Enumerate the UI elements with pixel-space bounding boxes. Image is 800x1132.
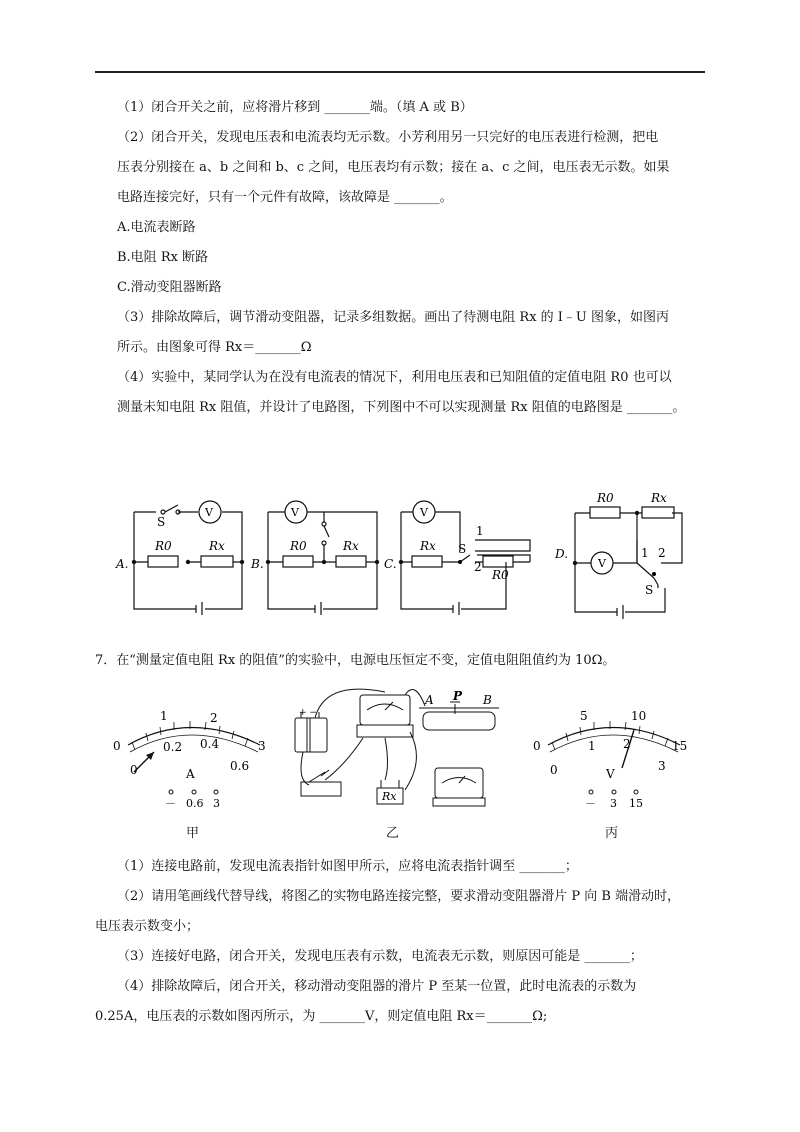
circuit-d-contact-2: 2 xyxy=(658,546,666,560)
voltmeter-bottom-0: 0 xyxy=(550,763,558,777)
voltmeter-terminal-neg: － xyxy=(585,797,596,810)
ammeter-dial xyxy=(108,700,273,810)
ammeter-top-1: 1 xyxy=(160,709,168,723)
circuit-d-letter: D. xyxy=(555,547,569,561)
figure-bing-caption: 丙 xyxy=(605,826,619,841)
q7-stem: 7．在“测量定值电阻 Rx 的阻值”的实验中，电源电压恒定不变，定值电阻阻值约为 10Ω。 xyxy=(95,653,616,668)
voltmeter-bottom-3: 3 xyxy=(658,759,666,773)
voltmeter-bottom-2: 2 xyxy=(623,737,631,751)
figure-yi-caption: 乙 xyxy=(386,826,400,841)
circuit-c xyxy=(380,495,540,615)
q7-part1: （1）连接电路前，发现电流表指针如图甲所示，应将电流表指针调至 _______； xyxy=(117,859,578,874)
circuit-a-r0-label: R0 xyxy=(155,539,172,553)
voltmeter-terminal-15: 15 xyxy=(629,797,643,810)
resistor-rx-label: Rx xyxy=(382,790,397,803)
ammeter-bottom-0.6: 0.6 xyxy=(230,759,250,773)
ammeter-bottom-0: 0 xyxy=(130,763,138,777)
ammeter-top-0: 0 xyxy=(113,739,121,753)
apparatus-figure xyxy=(285,680,515,815)
ammeter-top-2: 2 xyxy=(210,711,218,725)
q6-option-c: C.滑动变阻器断路 xyxy=(117,280,222,295)
circuit-c-voltmeter-label: V xyxy=(420,506,428,519)
circuit-c-letter: C. xyxy=(384,557,397,571)
battery-plus: + − xyxy=(299,708,317,718)
ammeter-terminal-0.6: 0.6 xyxy=(186,797,204,810)
ammeter-terminal-3: 3 xyxy=(213,797,220,810)
voltmeter-top-0: 0 xyxy=(533,739,541,753)
circuit-c-contact-1: 1 xyxy=(476,524,484,538)
q7-part4-line2: 0.25A，电压表的示数如图丙所示，为 _______V，则定值电阻 Rx＝_______Ω; xyxy=(95,1009,548,1024)
q6-part3-line2: 所示。由图象可得 Rx＝_______Ω xyxy=(117,340,312,355)
q6-part2-line3: 电路连接完好，只有一个元件有故障，该故障是 _______。 xyxy=(117,190,453,205)
circuit-a xyxy=(110,495,250,615)
q6-option-a: A.电流表断路 xyxy=(117,220,196,235)
voltmeter-bottom-1: 1 xyxy=(588,739,596,753)
q7-part2-line2: 电压表示数变小； xyxy=(95,919,200,934)
q7-part3: （3）连接好电路，闭合开关，发现电压表有示数，电流表无示数，则原因可能是 _______； xyxy=(117,949,643,964)
q7-part2-line1: （2）请用笔画线代替导线，将图乙的实物电路连接完整，要求滑动变阻器滑片 P 向 B 端滑动时， xyxy=(117,889,681,904)
circuit-b-voltmeter-label: V xyxy=(291,506,299,519)
q6-part4-line1: （4）实验中，某同学认为在没有电流表的情况下，利用电压表和已知阻值的定值电阻 R0 也可以 xyxy=(117,370,672,385)
q6-part2-line2: 压表分别接在 a、b 之间和 b、c 之间，电压表均有示数；接在 a、c 之间，电压表无示数。如果 xyxy=(117,160,670,175)
circuit-d-switch-label: S xyxy=(645,583,654,597)
circuit-d-r0-label: R0 xyxy=(597,491,614,505)
circuit-d-contact-1: 1 xyxy=(641,546,649,560)
q6-part2-line1: （2）闭合开关，发现电压表和电流表均无示数。小芳利用另一只完好的电压表进行检测，把电 xyxy=(117,130,659,145)
rheostat-slider-p: P xyxy=(453,689,463,703)
circuit-a-letter: A. xyxy=(116,557,129,571)
circuit-a-rx-label: Rx xyxy=(209,539,225,553)
q7-part4-line1: （4）排除故障后，闭合开关，移动滑动变阻器的滑片 P 至某一位置，此时电流表的示数为 xyxy=(117,979,637,994)
circuit-b-rx-label: Rx xyxy=(343,539,359,553)
q6-part1: （1）闭合开关之前，应将滑片移到 _______端。（填 A 或 B） xyxy=(117,100,473,115)
circuit-b xyxy=(245,495,385,615)
circuit-c-switch-label: S xyxy=(458,542,467,556)
circuit-c-rx-label: Rx xyxy=(420,539,436,553)
voltmeter-top-5: 5 xyxy=(580,709,588,723)
circuit-d-rx-label: Rx xyxy=(651,491,667,505)
ammeter-unit: A xyxy=(186,767,195,781)
ammeter-terminal-neg: － xyxy=(165,797,176,810)
circuit-d-voltmeter-label: V xyxy=(598,557,606,570)
voltmeter-top-10: 10 xyxy=(631,709,647,723)
ammeter-bottom-0.2: 0.2 xyxy=(163,740,183,754)
voltmeter-terminal-3: 3 xyxy=(610,797,617,810)
rheostat-end-b: B xyxy=(483,693,492,707)
circuit-b-letter: B. xyxy=(251,557,264,571)
ammeter-top-3: 3 xyxy=(258,739,266,753)
q6-part3-line1: （3）排除故障后，调节滑动变阻器，记录多组数据。画出了待测电阻 Rx 的 I﹣U 图象，如图丙 xyxy=(117,310,670,325)
voltmeter-top-15: 15 xyxy=(672,739,688,753)
circuit-b-r0-label: R0 xyxy=(290,539,307,553)
circuit-c-r0-label: R0 xyxy=(492,568,509,582)
rheostat-end-a: A xyxy=(425,693,434,707)
q6-option-b: B.电阻 Rx 断路 xyxy=(117,250,209,265)
circuit-a-switch-label: S xyxy=(157,515,166,529)
q6-part4-line2: 测量未知电阻 Rx 阻值，并设计了电路图，下列图中不可以实现测量 Rx 阻值的电路图是 _______。 xyxy=(117,400,686,415)
header-rule xyxy=(95,71,705,73)
circuit-d xyxy=(555,490,695,620)
circuit-a-voltmeter-label: V xyxy=(205,506,213,519)
ammeter-bottom-0.4: 0.4 xyxy=(200,737,220,751)
figure-jia-caption: 甲 xyxy=(186,826,200,841)
circuit-c-contact-2: 2 xyxy=(474,560,482,574)
voltmeter-dial xyxy=(530,700,695,810)
voltmeter-unit: V xyxy=(606,767,615,781)
